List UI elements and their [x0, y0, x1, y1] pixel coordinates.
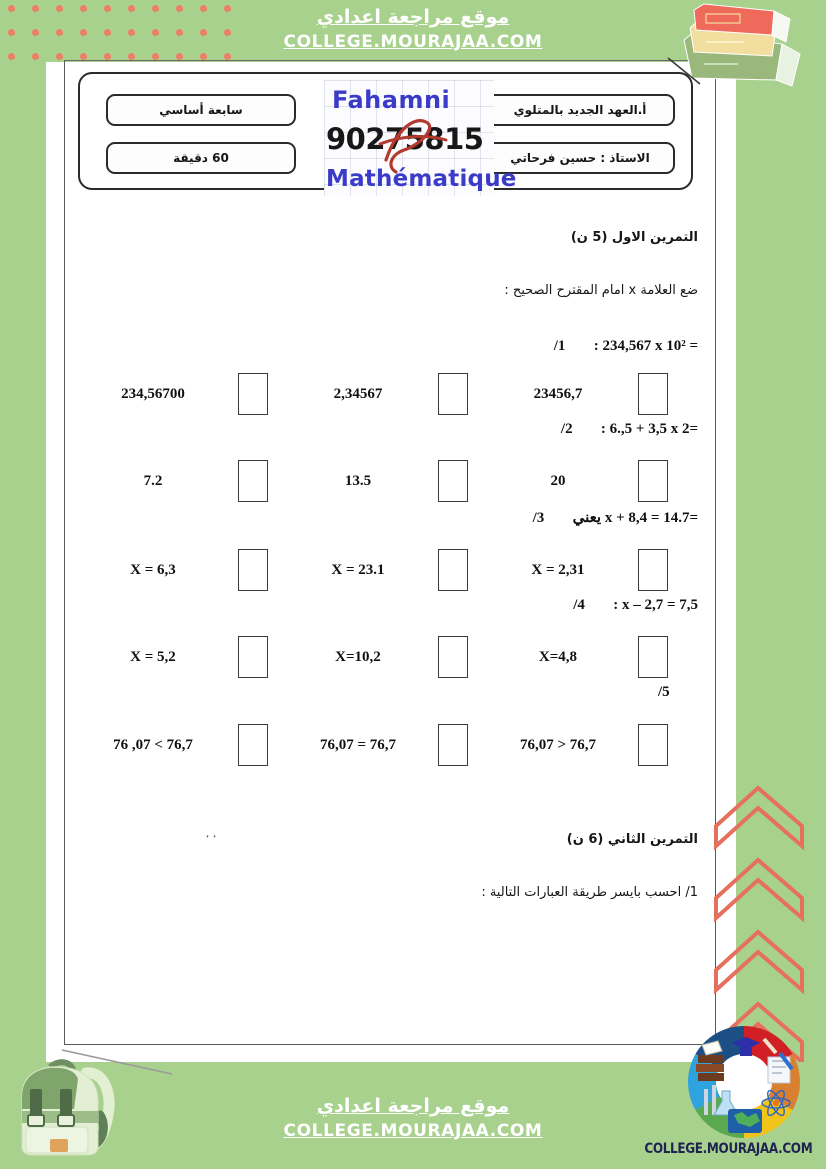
- q5-checkbox-1[interactable]: [638, 724, 668, 766]
- exercise2-title: التمرين الثاني (6 ن): [566, 832, 698, 847]
- q1-checkbox-1[interactable]: [638, 373, 668, 415]
- q2-checkbox-2[interactable]: [438, 460, 468, 502]
- site-banner-url: COLLEGE.MOURAJAA.COM: [283, 32, 543, 52]
- q3-prompt: يعني x + 8,4 = 14.7=: [572, 510, 698, 526]
- phone-number-text: 90275815: [326, 122, 484, 156]
- q1-option-3: 234,56700: [121, 385, 185, 402]
- q4-option-1: X=4,8: [538, 648, 578, 665]
- subject-text: Mathématique: [326, 166, 517, 192]
- q2-prompt: : 6.,5 + 3,5 x 2=: [600, 421, 698, 437]
- exam-header-box: [78, 72, 693, 190]
- q4-checkbox-3[interactable]: [238, 636, 268, 678]
- exam-sheet: [58, 60, 718, 1050]
- dot: [32, 53, 39, 60]
- q3-option-2: X = 23.1: [331, 561, 385, 578]
- q3-checkbox-2[interactable]: [438, 549, 468, 591]
- dot: [128, 53, 135, 60]
- site-banner-top: [0, 4, 826, 54]
- site-footer-url: COLLEGE.MOURAJAA.COM: [283, 1121, 543, 1141]
- dot: [56, 53, 63, 60]
- site-banner-bottom: [0, 1093, 826, 1143]
- q1-option-1: 23456,7: [533, 385, 583, 402]
- green-left-band: [0, 0, 46, 1169]
- dot: [80, 53, 87, 60]
- q4-option-2: X=10,2: [335, 648, 381, 665]
- dot: [200, 53, 207, 60]
- site-footer-arabic: موقع مراجعة اعدادي: [316, 1095, 510, 1117]
- dot: [152, 53, 159, 60]
- q5-option-1: 76,07 > 76,7: [519, 736, 597, 753]
- q1-checkbox-3[interactable]: [238, 373, 268, 415]
- site-banner-arabic: موقع مراجعة اعدادي: [316, 6, 510, 28]
- duration-box: 60 دقيقة: [106, 142, 296, 174]
- dot: [8, 53, 15, 60]
- q1-option-2: 2,34567: [333, 385, 383, 402]
- chevron-decoration: [710, 762, 820, 1062]
- q3-option-1: X = 2,31: [531, 561, 585, 578]
- q5-checkbox-2[interactable]: [438, 724, 468, 766]
- corner-watermark-url: COLLEGE.MOURAJAA.COM: [644, 1141, 812, 1157]
- exam-body: [78, 208, 698, 900]
- q2-option-1: 20: [550, 472, 566, 489]
- stray-pen-marks: ٠٠: [204, 828, 218, 843]
- q2-option-2: 13.5: [344, 472, 372, 489]
- q4-option-3: X = 5,2: [130, 648, 176, 665]
- q4-prompt: : x – 2,7 = 7,5: [613, 597, 698, 613]
- class-level-box: سابعة أساسي: [106, 94, 296, 126]
- q3-option-3: X = 6,3: [130, 561, 176, 578]
- dot: [224, 53, 231, 60]
- teacher-name-box: الاستاذ : حسين فرحاتي: [485, 142, 675, 174]
- q4-checkbox-1[interactable]: [638, 636, 668, 678]
- q5-checkbox-3[interactable]: [238, 724, 268, 766]
- exercise1-instruction: ضع العلامة x امام المقترح الصحيح :: [504, 283, 698, 298]
- q4-number: /4: [573, 597, 585, 613]
- dot: [176, 53, 183, 60]
- q5-option-2: 76,07 = 76,7: [319, 736, 397, 753]
- exercise1-title: التمرين الاول (5 ن): [570, 230, 698, 245]
- q4-checkbox-2[interactable]: [438, 636, 468, 678]
- q2-checkbox-3[interactable]: [238, 460, 268, 502]
- exercise2-item1: 1/ احسب بايسر طريقة العبارات التالية :: [481, 885, 698, 900]
- q2-number: /2: [560, 421, 573, 437]
- q2-option-3: 7.2: [143, 472, 163, 489]
- q1-checkbox-2[interactable]: [438, 373, 468, 415]
- fahamni-brand-text: Fahamni: [332, 86, 451, 114]
- q5-number: /5: [658, 684, 670, 700]
- q5-option-3: 76 ,07 < 76,7: [113, 736, 193, 753]
- q1-number: /1: [553, 338, 566, 354]
- dot: [104, 53, 111, 60]
- q2-checkbox-1[interactable]: [638, 460, 668, 502]
- q1-prompt: : 234,567 x 10² =: [593, 338, 698, 354]
- school-name-box: أ.العهد الجديد بالمتلوي: [485, 94, 675, 126]
- q3-checkbox-3[interactable]: [238, 549, 268, 591]
- q3-number: /3: [532, 510, 545, 526]
- q3-checkbox-1[interactable]: [638, 549, 668, 591]
